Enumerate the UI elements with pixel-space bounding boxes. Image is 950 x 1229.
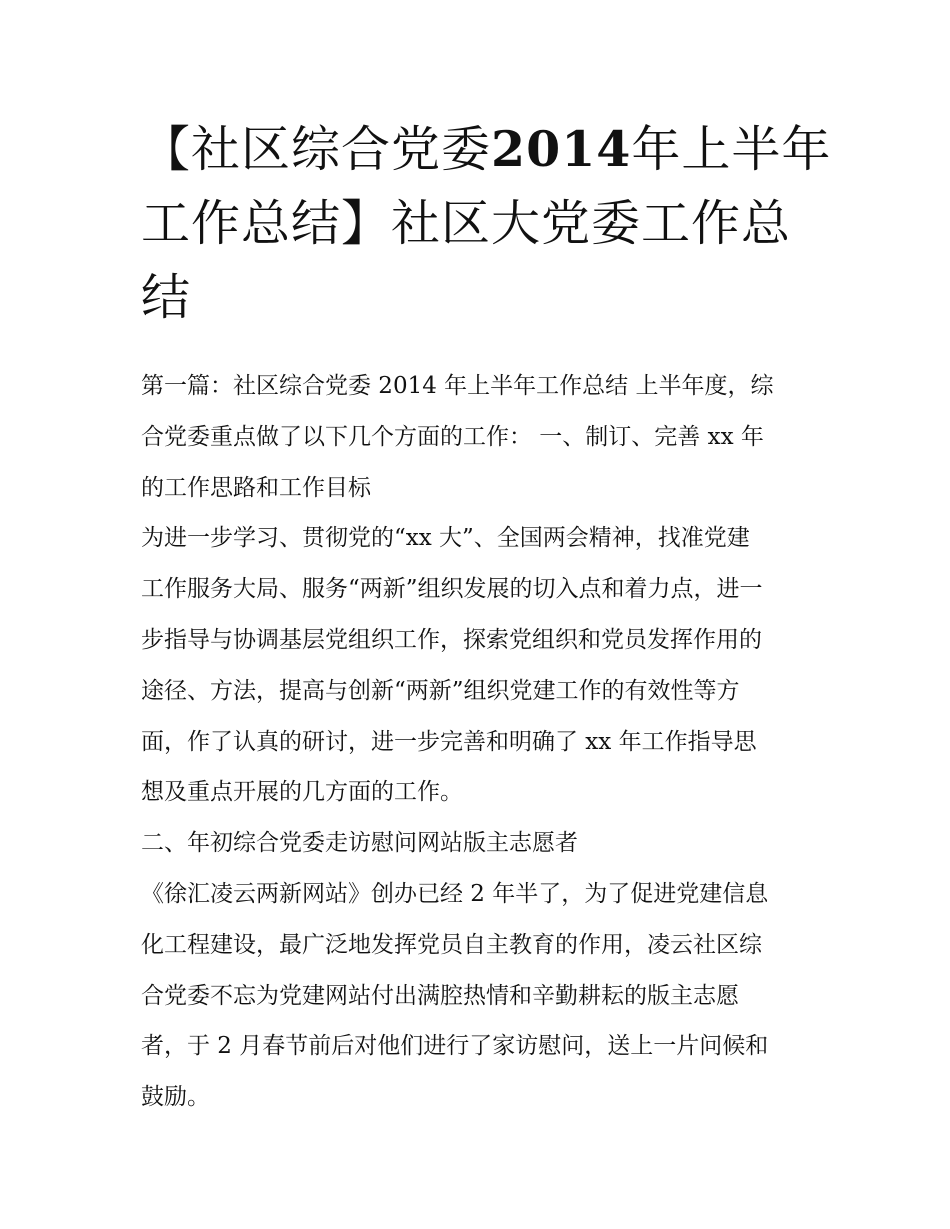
body-line: 化工程建设，最广泛地发挥党员自主教育的作用，凌云社区综 (141, 931, 762, 958)
body-line: 步指导与协调基层党组织工作，探索党组织和党员发挥作用的 (141, 626, 762, 653)
document-body (141, 361, 813, 1123)
body-line: 为进一步学习、贯彻党的“xx 大”、全国两会精神，找准党建 (141, 525, 750, 552)
title-text: 【社区综合党委 (141, 121, 492, 178)
body-line: 《徐汇凌云两新网站》创办已经 2 年半了，为了促进党建信息 (141, 880, 769, 907)
body-line: 面，作了认真的研讨，进一步完善和明确了 xx 年工作指导思 (141, 728, 757, 755)
document-content (141, 112, 832, 1123)
body-line: 合党委重点做了以下几个方面的工作： 一、制订、完善 xx 年 (141, 423, 764, 450)
body-line: 的工作思路和工作目标 (141, 474, 371, 501)
title-line (141, 112, 832, 187)
title-year: 2014 (491, 120, 632, 178)
body-line: 途径、方法，提高与创新“两新”组织党建工作的有效性等方 (141, 677, 740, 704)
document-title (141, 112, 832, 335)
title-text: 年上半年 (631, 121, 832, 178)
body-line: 合党委不忘为党建网站付出满腔热情和辛勤耕耘的版主志愿 (141, 982, 739, 1009)
title-line: 工作总结】社区大党委工作总 (141, 195, 792, 252)
body-line: 鼓励。 (141, 1084, 210, 1111)
title-line: 结 (141, 269, 192, 326)
body-line: 二、年初综合党委走访慰问网站版主志愿者 (141, 830, 578, 857)
body-line: 想及重点开展的几方面的工作。 (141, 779, 463, 806)
body-line: 者，于 2 月春节前后对他们进行了家访慰问，送上一片问候和 (141, 1033, 769, 1060)
body-line: 工作服务大局、服务“两新”组织发展的切入点和着力点，进一 (141, 576, 763, 603)
body-line: 第一篇：社区综合党委 2014 年上半年工作总结 上半年度，综 (141, 373, 774, 399)
